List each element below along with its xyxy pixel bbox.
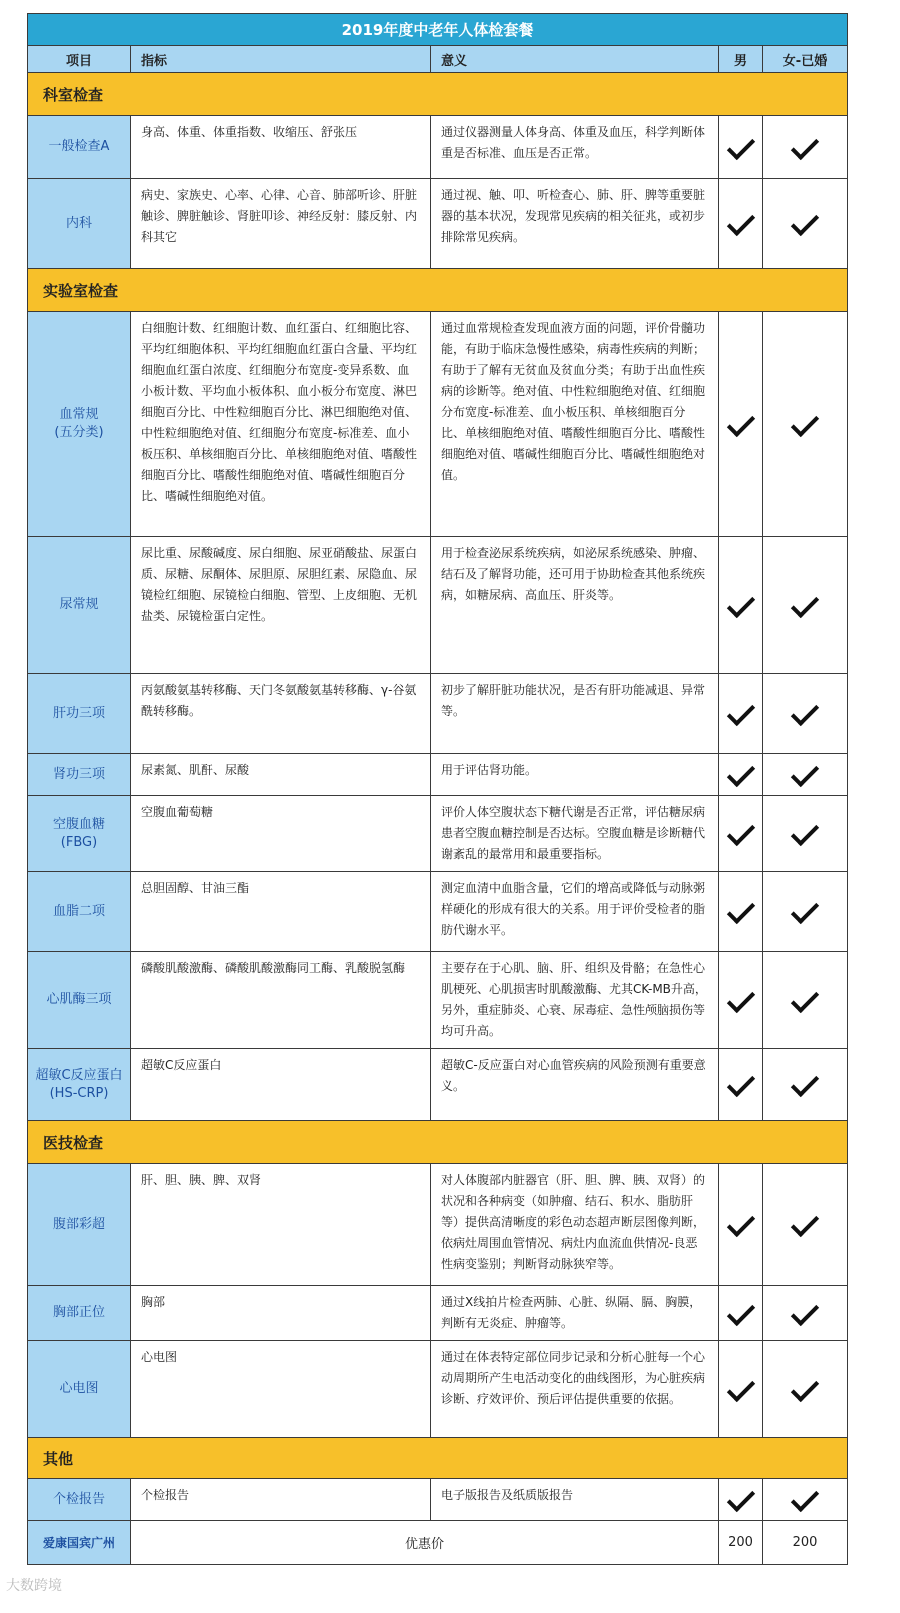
item-name — [28, 537, 131, 674]
section-row — [28, 1121, 848, 1164]
section-row — [28, 269, 848, 312]
item-name-line: 腹部彩超 — [52, 1216, 105, 1232]
indicator-cell: 心电图 — [131, 1341, 431, 1438]
female-included-cell — [763, 872, 848, 952]
checkmark-icon — [726, 208, 754, 236]
male-included-cell — [719, 537, 763, 674]
price-row — [28, 1521, 848, 1565]
female-included-cell — [763, 1286, 848, 1341]
meaning-cell: 用于检查泌尿系统疾病，如泌尿系统感染、肿瘤、结石及了解肾功能，还可用于协助检查其他系统疾病，如糖尿病、高血压、肝炎等。 — [431, 537, 719, 674]
meaning-cell: 初步了解肝脏功能状况，是否有肝功能减退、异常等。 — [431, 674, 719, 754]
male-included-cell — [719, 1049, 763, 1121]
item-name-line: 个检报告 — [52, 1491, 105, 1507]
indicator-cell: 丙氨酸氨基转移酶、天门冬氨酸氨基转移酶、γ-谷氨酰转移酶。 — [131, 674, 431, 754]
indicator-cell: 病史、家族史、心率、心律、心音、肺部听诊、肝脏触诊、脾脏触诊、肾脏叩诊、神经反射：膝反射、内科其它 — [131, 179, 431, 269]
item-name-line: 空腹血糖 — [52, 816, 105, 832]
meaning-cell: 通过视、触、叩、听检查心、肺、肝、脾等重要脏器的基本状况，发现常见疾病的相关征兆，或初步排除常见疾病。 — [431, 179, 719, 269]
checkmark-icon — [791, 1373, 819, 1401]
female-included-cell — [763, 179, 848, 269]
checkmark-icon — [726, 589, 754, 617]
male-included-cell — [719, 312, 763, 537]
indicator-cell: 尿素氮、肌酐、尿酸 — [131, 754, 431, 796]
checkmark-icon — [791, 1484, 819, 1512]
checkmark-icon — [791, 896, 819, 924]
meaning-cell: 评价人体空腹状态下糖代谢是否正常，评估糖尿病患者空腹血糖控制是否达标。空腹血糖是诊断糖代谢紊乱的最常用和最重要指标。 — [431, 796, 719, 872]
female-included-cell — [763, 537, 848, 674]
meaning-cell: 超敏C-反应蛋白对心血管疾病的风险预测有重要意义。 — [431, 1049, 719, 1121]
price-label: 优惠价 — [131, 1521, 719, 1565]
male-included-cell — [719, 952, 763, 1049]
table-row — [28, 1479, 848, 1521]
table-row — [28, 1164, 848, 1286]
section-title: 实验室检查 — [28, 269, 848, 312]
header-meaning: 意义 — [431, 46, 719, 73]
vendor-name: 爱康国宾广州 — [28, 1521, 131, 1565]
checkmark-icon — [791, 1297, 819, 1325]
female-included-cell — [763, 1164, 848, 1286]
item-name — [28, 952, 131, 1049]
female-included-cell — [763, 312, 848, 537]
table-row — [28, 796, 848, 872]
indicator-cell: 空腹血葡萄糖 — [131, 796, 431, 872]
checkup-package-sheet — [27, 13, 847, 1565]
checkmark-icon — [726, 759, 754, 787]
indicator-cell: 磷酸肌酸激酶、磷酸肌酸激酶同工酶、乳酸脱氢酶 — [131, 952, 431, 1049]
watermark: 大数跨境 — [6, 1578, 62, 1594]
item-name-line: 一般检查A — [48, 139, 110, 155]
checkmark-icon — [791, 1069, 819, 1097]
checkmark-icon — [726, 818, 754, 846]
indicator-cell: 个检报告 — [131, 1479, 431, 1521]
checkmark-icon — [726, 408, 754, 436]
female-included-cell — [763, 754, 848, 796]
female-included-cell — [763, 1479, 848, 1521]
checkmark-icon — [791, 818, 819, 846]
checkmark-icon — [791, 698, 819, 726]
table-header-row — [28, 46, 848, 73]
meaning-cell: 电子版报告及纸质版报告 — [431, 1479, 719, 1521]
table-row — [28, 1049, 848, 1121]
item-name — [28, 1164, 131, 1286]
male-included-cell — [719, 1341, 763, 1438]
item-name-line: 内科 — [65, 215, 92, 231]
table-row — [28, 537, 848, 674]
indicator-cell: 总胆固醇、甘油三酯 — [131, 872, 431, 952]
male-included-cell — [719, 754, 763, 796]
meaning-cell: 通过血常规检查发现血液方面的问题，评价骨髓功能，有助于临床急慢性感染，病毒性疾病的判断；有助于了解有无贫血及贫血分类；有助于出血性疾病的诊断等。绝对值、中性粒细胞绝对值、红细胞分布宽度-标准差、血小板压积、单核细胞百分比、单核细胞绝对值、嗜酸性细胞百分比、嗜酸性细胞绝对值、嗜碱性细胞百分比、嗜碱性细胞绝对值。 — [431, 312, 719, 537]
item-name — [28, 674, 131, 754]
checkmark-icon — [726, 698, 754, 726]
table-row — [28, 674, 848, 754]
indicator-cell: 胸部 — [131, 1286, 431, 1341]
meaning-cell: 对人体腹部内脏器官（肝、胆、脾、胰、双肾）的状况和各种病变（如肿瘤、结石、积水、脂肪肝等）提供高清晰度的彩色动态超声断层图像判断，依病灶周围血管情况、病灶内血流血供情况-良恶性病变鉴别；判断肾动脉狭窄等。 — [431, 1164, 719, 1286]
male-included-cell — [719, 116, 763, 179]
checkmark-icon — [791, 208, 819, 236]
meaning-cell: 用于评估肾功能。 — [431, 754, 719, 796]
item-name — [28, 312, 131, 537]
checkmark-icon — [791, 759, 819, 787]
section-title: 医技检查 — [28, 1121, 848, 1164]
section-row — [28, 73, 848, 116]
header-female: 女-已婚 — [763, 46, 848, 73]
checkmark-icon — [726, 984, 754, 1012]
meaning-cell: 主要存在于心肌、脑、肝、组织及骨骼；在急性心肌梗死、心肌损害时肌酸激酶、尤其CK-MB升高，另外，重症肺炎、心衰、尿毒症、急性颅脑损伤等均可升高。 — [431, 952, 719, 1049]
female-included-cell — [763, 674, 848, 754]
checkmark-icon — [726, 1484, 754, 1512]
meaning-cell: 测定血清中血脂含量，它们的增高或降低与动脉粥样硬化的形成有很大的关系。用于评价受检者的脂肪代谢水平。 — [431, 872, 719, 952]
indicator-cell: 超敏C反应蛋白 — [131, 1049, 431, 1121]
item-name-line: 肾功三项 — [52, 766, 105, 782]
item-name — [28, 1286, 131, 1341]
item-name-line: 心电图 — [59, 1381, 99, 1397]
item-name — [28, 179, 131, 269]
header-male: 男 — [719, 46, 763, 73]
female-included-cell — [763, 952, 848, 1049]
checkmark-icon — [791, 589, 819, 617]
female-included-cell — [763, 796, 848, 872]
item-name — [28, 754, 131, 796]
checkmark-icon — [726, 1297, 754, 1325]
table-row — [28, 952, 848, 1049]
item-name — [28, 796, 131, 872]
checkmark-icon — [726, 1209, 754, 1237]
table-row — [28, 312, 848, 537]
item-name — [28, 116, 131, 179]
table-row — [28, 872, 848, 952]
table-row — [28, 1286, 848, 1341]
table-row — [28, 179, 848, 269]
item-name — [28, 1049, 131, 1121]
item-name-line: 血常规 — [59, 407, 99, 423]
checkmark-icon — [726, 1373, 754, 1401]
male-price: 200 — [719, 1521, 763, 1565]
male-included-cell — [719, 1286, 763, 1341]
indicator-cell: 肝、胆、胰、脾、双肾 — [131, 1164, 431, 1286]
item-name-line: (HS-CRP) — [49, 1085, 109, 1101]
checkmark-icon — [791, 408, 819, 436]
meaning-cell: 通过在体表特定部位同步记录和分析心脏每一个心动周期所产生电活动变化的曲线图形，为心脏疾病诊断、疗效评价、预后评估提供重要的依据。 — [431, 1341, 719, 1438]
item-name-line: 超敏C反应蛋白 — [35, 1067, 123, 1083]
table-row — [28, 1341, 848, 1438]
meaning-cell: 通过仪器测量人体身高、体重及血压，科学判断体重是否标准、血压是否正常。 — [431, 116, 719, 179]
item-name-line: 尿常规 — [59, 597, 99, 613]
item-name-line: (FBG) — [60, 834, 98, 850]
section-title: 科室检查 — [28, 73, 848, 116]
header-indicator: 指标 — [131, 46, 431, 73]
item-name — [28, 872, 131, 952]
male-included-cell — [719, 1479, 763, 1521]
package-table — [27, 13, 848, 1565]
meaning-cell: 通过X线拍片检查两肺、心脏、纵隔、膈、胸膜，判断有无炎症、肿瘤等。 — [431, 1286, 719, 1341]
item-name-line: 心肌酶三项 — [46, 992, 112, 1008]
table-row — [28, 754, 848, 796]
checkmark-icon — [791, 131, 819, 159]
male-included-cell — [719, 872, 763, 952]
page-title: 2019年度中老年人体检套餐 — [28, 14, 848, 46]
indicator-cell: 身高、体重、体重指数、收缩压、舒张压 — [131, 116, 431, 179]
checkmark-icon — [726, 1069, 754, 1097]
checkmark-icon — [791, 1209, 819, 1237]
female-included-cell — [763, 116, 848, 179]
item-name-line: (五分类) — [54, 425, 104, 440]
male-included-cell — [719, 1164, 763, 1286]
male-included-cell — [719, 674, 763, 754]
female-included-cell — [763, 1341, 848, 1438]
section-title: 其他 — [28, 1438, 848, 1479]
male-included-cell — [719, 796, 763, 872]
item-name-line: 血脂二项 — [52, 903, 105, 919]
indicator-cell: 白细胞计数、红细胞计数、血红蛋白、红细胞比容、平均红细胞体积、平均红细胞血红蛋白含量、平均红细胞血红蛋白浓度、红细胞分布宽度-变异系数、血小板计数、平均血小板体积、血小板分布宽度、淋巴细胞百分比、中性粒细胞百分比、淋巴细胞绝对值、中性粒细胞绝对值、红细胞分布宽度-标准差、血小板压积、单核细胞百分比、单核细胞绝对值、嗜酸性细胞百分比、嗜酸性细胞绝对值、嗜碱性细胞百分比、嗜碱性细胞绝对值。 — [131, 312, 431, 537]
table-row — [28, 116, 848, 179]
section-row — [28, 1438, 848, 1479]
checkmark-icon — [791, 984, 819, 1012]
male-included-cell — [719, 179, 763, 269]
female-price: 200 — [763, 1521, 848, 1565]
checkmark-icon — [726, 131, 754, 159]
female-included-cell — [763, 1049, 848, 1121]
header-item: 项目 — [28, 46, 131, 73]
item-name-line: 肝功三项 — [52, 705, 105, 721]
item-name — [28, 1341, 131, 1438]
indicator-cell: 尿比重、尿酸碱度、尿白细胞、尿亚硝酸盐、尿蛋白质、尿糖、尿酮体、尿胆原、尿胆红素、尿隐血、尿镜检红细胞、尿镜检白细胞、管型、上皮细胞、无机盐类、尿镜检蛋白定性。 — [131, 537, 431, 674]
item-name — [28, 1479, 131, 1521]
checkmark-icon — [726, 896, 754, 924]
item-name-line: 胸部正位 — [52, 1305, 105, 1321]
